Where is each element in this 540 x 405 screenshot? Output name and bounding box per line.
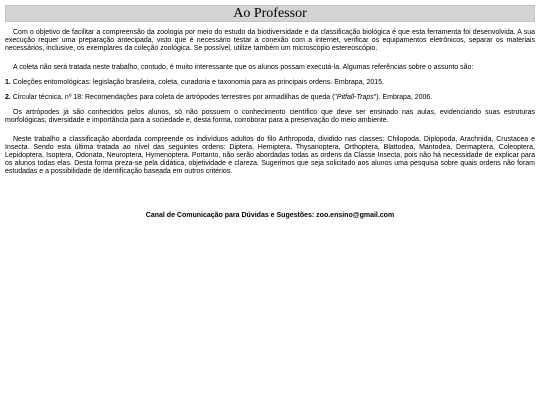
contact-line: Canal de Comunicação para Dúvidas e Sugestões: zoo.ensino@gmail.com <box>145 212 395 219</box>
reference-number: 1. <box>5 79 11 86</box>
reference-number: 2. <box>5 94 11 101</box>
main-content <box>5 29 535 176</box>
intro-paragraph: Com o objetivo de facilitar a compreensão da zoologia por meio do estudo da biodiversidade e da classificação biológica é que esta ferramenta foi desenvolvida. A sua execução requer uma preparação antecipada, visto que é necessário testar a conexão com a internet, verificar os equipamentos eletrônicos, separar os materiais necessários, inclusive, os exemplares da coleção zoológica. Se possível, utilize também um microscópio estereoscópio. <box>5 29 535 52</box>
collection-paragraph: A coleta não será tratada neste trabalho, contudo, é muito interessante que os alunos possam executá-la. Algumas referências sobre o assunto são: <box>13 64 474 71</box>
spacer <box>5 72 535 79</box>
spacer <box>5 53 535 64</box>
reference-text: Circular técnica, nº 18: Recomendações para coleta de artrópodes terrestres por armadilhas de queda (" <box>12 94 337 101</box>
reference-item-2 <box>5 94 535 102</box>
title-bar <box>5 5 535 22</box>
classification-paragraph: Neste trabalho a classificação abordada compreende os indivíduos adultos do filo Arthropoda, dividido nas classes: Chilopoda, Diplopoda, Arachnida, Crustacea e Insecta. Sendo esta última tratada ao nível das seguintes ordens: Diptera, Hemiptera, Thysanoptera, Orthoptera, Blattodea, Mantodea, Dermaptera, Coleoptera, Lepidoptera, Isoptera, Odonata, Neuroptera, Hymenoptera. Portanto, não serão abordadas todas as ordens da Classe Insecta, pois não há necessidade de explicar para os alunos todas elas. Desta forma preza-se pela didática, objetividade e clareza. Sugerimos que seja solicitado aos alunos uma pesquisa sobre quais ordens não foram estudadas e a possibilidade de identificação baseada em outros critérios. <box>5 136 535 175</box>
arthropods-paragraph: Os artrópodes já são conhecidos pelos alunos, só não possuem o conhecimento científico que deve ser ensinado nas aulas, evidenciando suas estruturas morfológicas, diversidade e importância para a sociedade e, desta forma, corroborar para a preservação do meio ambiente. <box>5 109 535 124</box>
spacer <box>5 87 535 94</box>
page-title: Ao Professor <box>233 5 307 21</box>
spacer <box>5 125 535 136</box>
reference-item-1 <box>5 79 535 87</box>
reference-text-end: "). Embrapa, 2006. <box>373 94 433 101</box>
reference-italic-term: Pitfall-Traps <box>336 94 374 101</box>
reference-text: Coleções entomológicas: legislação brasileira, coleta, curadoria e taxonomia para as principais ordens. Embrapa, 2015. <box>12 79 385 86</box>
spacer <box>5 102 535 109</box>
